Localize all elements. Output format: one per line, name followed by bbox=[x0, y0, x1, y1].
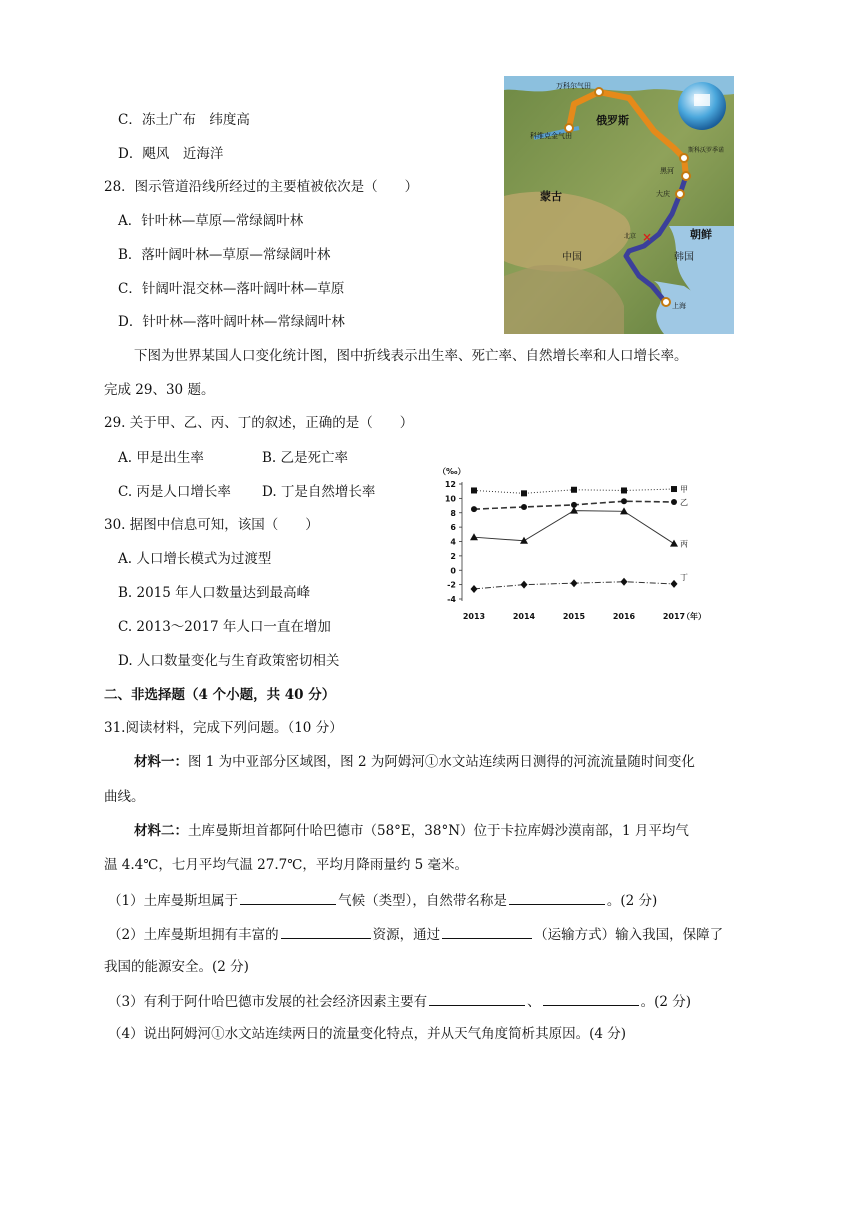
data-point bbox=[621, 498, 627, 504]
data-point bbox=[621, 487, 627, 493]
label-vankor: 万科尔气田 bbox=[556, 82, 591, 90]
pipeline-map bbox=[504, 76, 734, 334]
q29-stem: 29. 关于甲、乙、丙、丁的叙述，正确的是（ ） bbox=[104, 415, 414, 431]
q29-option-c: C. 丙是人口增长率 bbox=[118, 484, 231, 500]
y-tick-label: 10 bbox=[444, 494, 456, 504]
label-daqing: 大庆 bbox=[656, 190, 670, 198]
q31-material2-line1 bbox=[134, 822, 689, 840]
intro-line-2: 完成 29、30 题。 bbox=[104, 382, 215, 398]
material2-text: 土库曼斯坦首都阿什哈巴德市（58°E，38°N）位于卡拉库姆沙漠南部，1 月平均气 bbox=[188, 823, 689, 839]
q29-option-d: D. 丁是自然增长率 bbox=[262, 484, 376, 500]
answer-blank-3[interactable] bbox=[281, 924, 371, 939]
label-koviktin: 科维克金气田 bbox=[530, 132, 572, 140]
q31-sub4: （4）说出阿姆河①水文站连续两日的流量变化特点，并从天气角度简析其原因。(4 分) bbox=[108, 1026, 627, 1042]
x-tick-label: 2015 bbox=[562, 612, 586, 621]
q29-option-a: A. 甲是出生率 bbox=[118, 450, 204, 466]
label-beijing: 北京 bbox=[624, 233, 637, 240]
material1-text: 图 1 为中亚部分区域图，图 2 为阿姆河①水文站连续两日测得的河流流量随时间变化 bbox=[188, 754, 695, 770]
q27-option-c: C．冻土广布 纬度高 bbox=[118, 112, 250, 128]
data-point bbox=[471, 506, 477, 512]
svg-text:×: × bbox=[642, 230, 653, 244]
label-russia: 俄罗斯 bbox=[596, 114, 629, 127]
answer-blank-1[interactable] bbox=[240, 890, 336, 905]
y-tick-label: -4 bbox=[447, 595, 456, 604]
data-point bbox=[671, 486, 677, 492]
data-point bbox=[621, 578, 628, 586]
y-tick-label: 6 bbox=[450, 523, 456, 533]
q30-stem: 30. 据图中信息可知，该国（ ） bbox=[104, 517, 319, 533]
label-skovorodino: 斯科沃罗季诺 bbox=[688, 147, 725, 154]
y-tick-label: 8 bbox=[450, 508, 456, 518]
data-point bbox=[671, 499, 677, 505]
intro-line-1: 下图为世界某国人口变化统计图，图中折线表示出生率、死亡率、自然增长率和人口增长率。 bbox=[134, 348, 688, 364]
y-axis-unit: （‰） bbox=[438, 467, 466, 476]
data-point bbox=[671, 580, 678, 588]
answer-blank-5[interactable] bbox=[429, 991, 525, 1006]
y-tick-label: 4 bbox=[450, 537, 456, 547]
y-tick-label: 2 bbox=[450, 551, 456, 561]
data-point bbox=[521, 504, 527, 510]
label-mongolia: 蒙古 bbox=[540, 190, 562, 203]
y-tick-label: 0 bbox=[450, 566, 456, 576]
series-label-2: 乙 bbox=[680, 497, 688, 507]
label-shanghai: 上海 bbox=[672, 302, 686, 310]
answer-blank-4[interactable] bbox=[442, 924, 532, 939]
q28-option-b: B．落叶阔叶林—草原—常绿阔叶林 bbox=[118, 247, 331, 263]
q30-option-a: A. 人口增长模式为过渡型 bbox=[118, 551, 272, 567]
q31-sub2-line2: 我国的能源安全。(2 分) bbox=[104, 959, 249, 975]
x-axis-unit: （年） bbox=[682, 612, 706, 621]
q31-material1-line1 bbox=[134, 753, 695, 771]
q31-sub1: （1）土库曼斯坦属于 气候（类型），自然带名称是 。(2 分) bbox=[108, 890, 657, 910]
q31-sub2: （2）土库曼斯坦拥有丰富的 资源，通过 （运输方式）输入我国，保障了 bbox=[108, 924, 723, 944]
x-tick-label: 2014 bbox=[512, 612, 536, 621]
data-point bbox=[471, 487, 477, 493]
series-label-3: 丙 bbox=[680, 539, 688, 549]
q31-stem: 31.阅读材料，完成下列问题。（10 分） bbox=[104, 720, 343, 736]
data-point bbox=[571, 487, 577, 493]
data-point bbox=[521, 490, 527, 496]
answer-blank-2[interactable] bbox=[509, 890, 605, 905]
q31-sub3: （3）有利于阿什哈巴德市发展的社会经济因素主要有 、 。(2 分) bbox=[108, 991, 691, 1011]
q28-option-c: C．针阔叶混交林—落叶阔叶林—草原 bbox=[118, 281, 345, 297]
material2-label: 材料二： bbox=[134, 823, 188, 839]
q28-stem: 28．图示管道沿线所经过的主要植被依次是（ ） bbox=[104, 179, 419, 195]
q31-material1-line2: 曲线。 bbox=[104, 789, 145, 805]
data-point bbox=[670, 540, 678, 547]
x-tick-label: 2017 bbox=[662, 612, 686, 621]
label-korea-n: 朝鲜 bbox=[690, 228, 712, 241]
q28-option-a: A．针叶林—草原—常绿阔叶林 bbox=[118, 213, 304, 229]
data-point bbox=[470, 533, 478, 540]
q27-option-d: D．飓风 近海洋 bbox=[118, 146, 224, 162]
series-label-4: 丁 bbox=[680, 572, 688, 582]
y-tick-label: 12 bbox=[444, 480, 456, 489]
population-chart bbox=[432, 462, 706, 624]
y-tick-label: -2 bbox=[447, 580, 456, 590]
label-china: 中国 bbox=[562, 252, 582, 263]
series-line-3 bbox=[474, 511, 674, 544]
data-point bbox=[521, 581, 528, 589]
label-heihe: 黑河 bbox=[660, 167, 674, 175]
q31-material2-line2: 温 4.4℃，七月平均气温 27.7℃，平均月降雨量约 5 毫米。 bbox=[104, 857, 468, 873]
section-heading: 二、非选择题（4 个小题，共 40 分） bbox=[104, 687, 336, 703]
label-korea-s: 韩国 bbox=[674, 252, 694, 263]
data-point bbox=[571, 579, 578, 587]
q30-option-c: C. 2013～2017 年人口一直在增加 bbox=[118, 619, 331, 635]
data-point bbox=[570, 507, 578, 514]
q30-option-d: D. 人口数量变化与生育政策密切相关 bbox=[118, 653, 340, 669]
data-point bbox=[471, 585, 478, 593]
x-tick-label: 2013 bbox=[462, 612, 486, 621]
series-label-1: 甲 bbox=[680, 485, 688, 495]
x-tick-label: 2016 bbox=[612, 612, 636, 621]
q30-option-b: B. 2015 年人口数量达到最高峰 bbox=[118, 585, 311, 601]
q29-option-b: B. 乙是死亡率 bbox=[262, 450, 349, 466]
material1-label: 材料一： bbox=[134, 754, 188, 770]
answer-blank-6[interactable] bbox=[543, 991, 639, 1006]
q28-option-d: D．针叶林—落叶阔叶林—常绿阔叶林 bbox=[118, 314, 345, 330]
